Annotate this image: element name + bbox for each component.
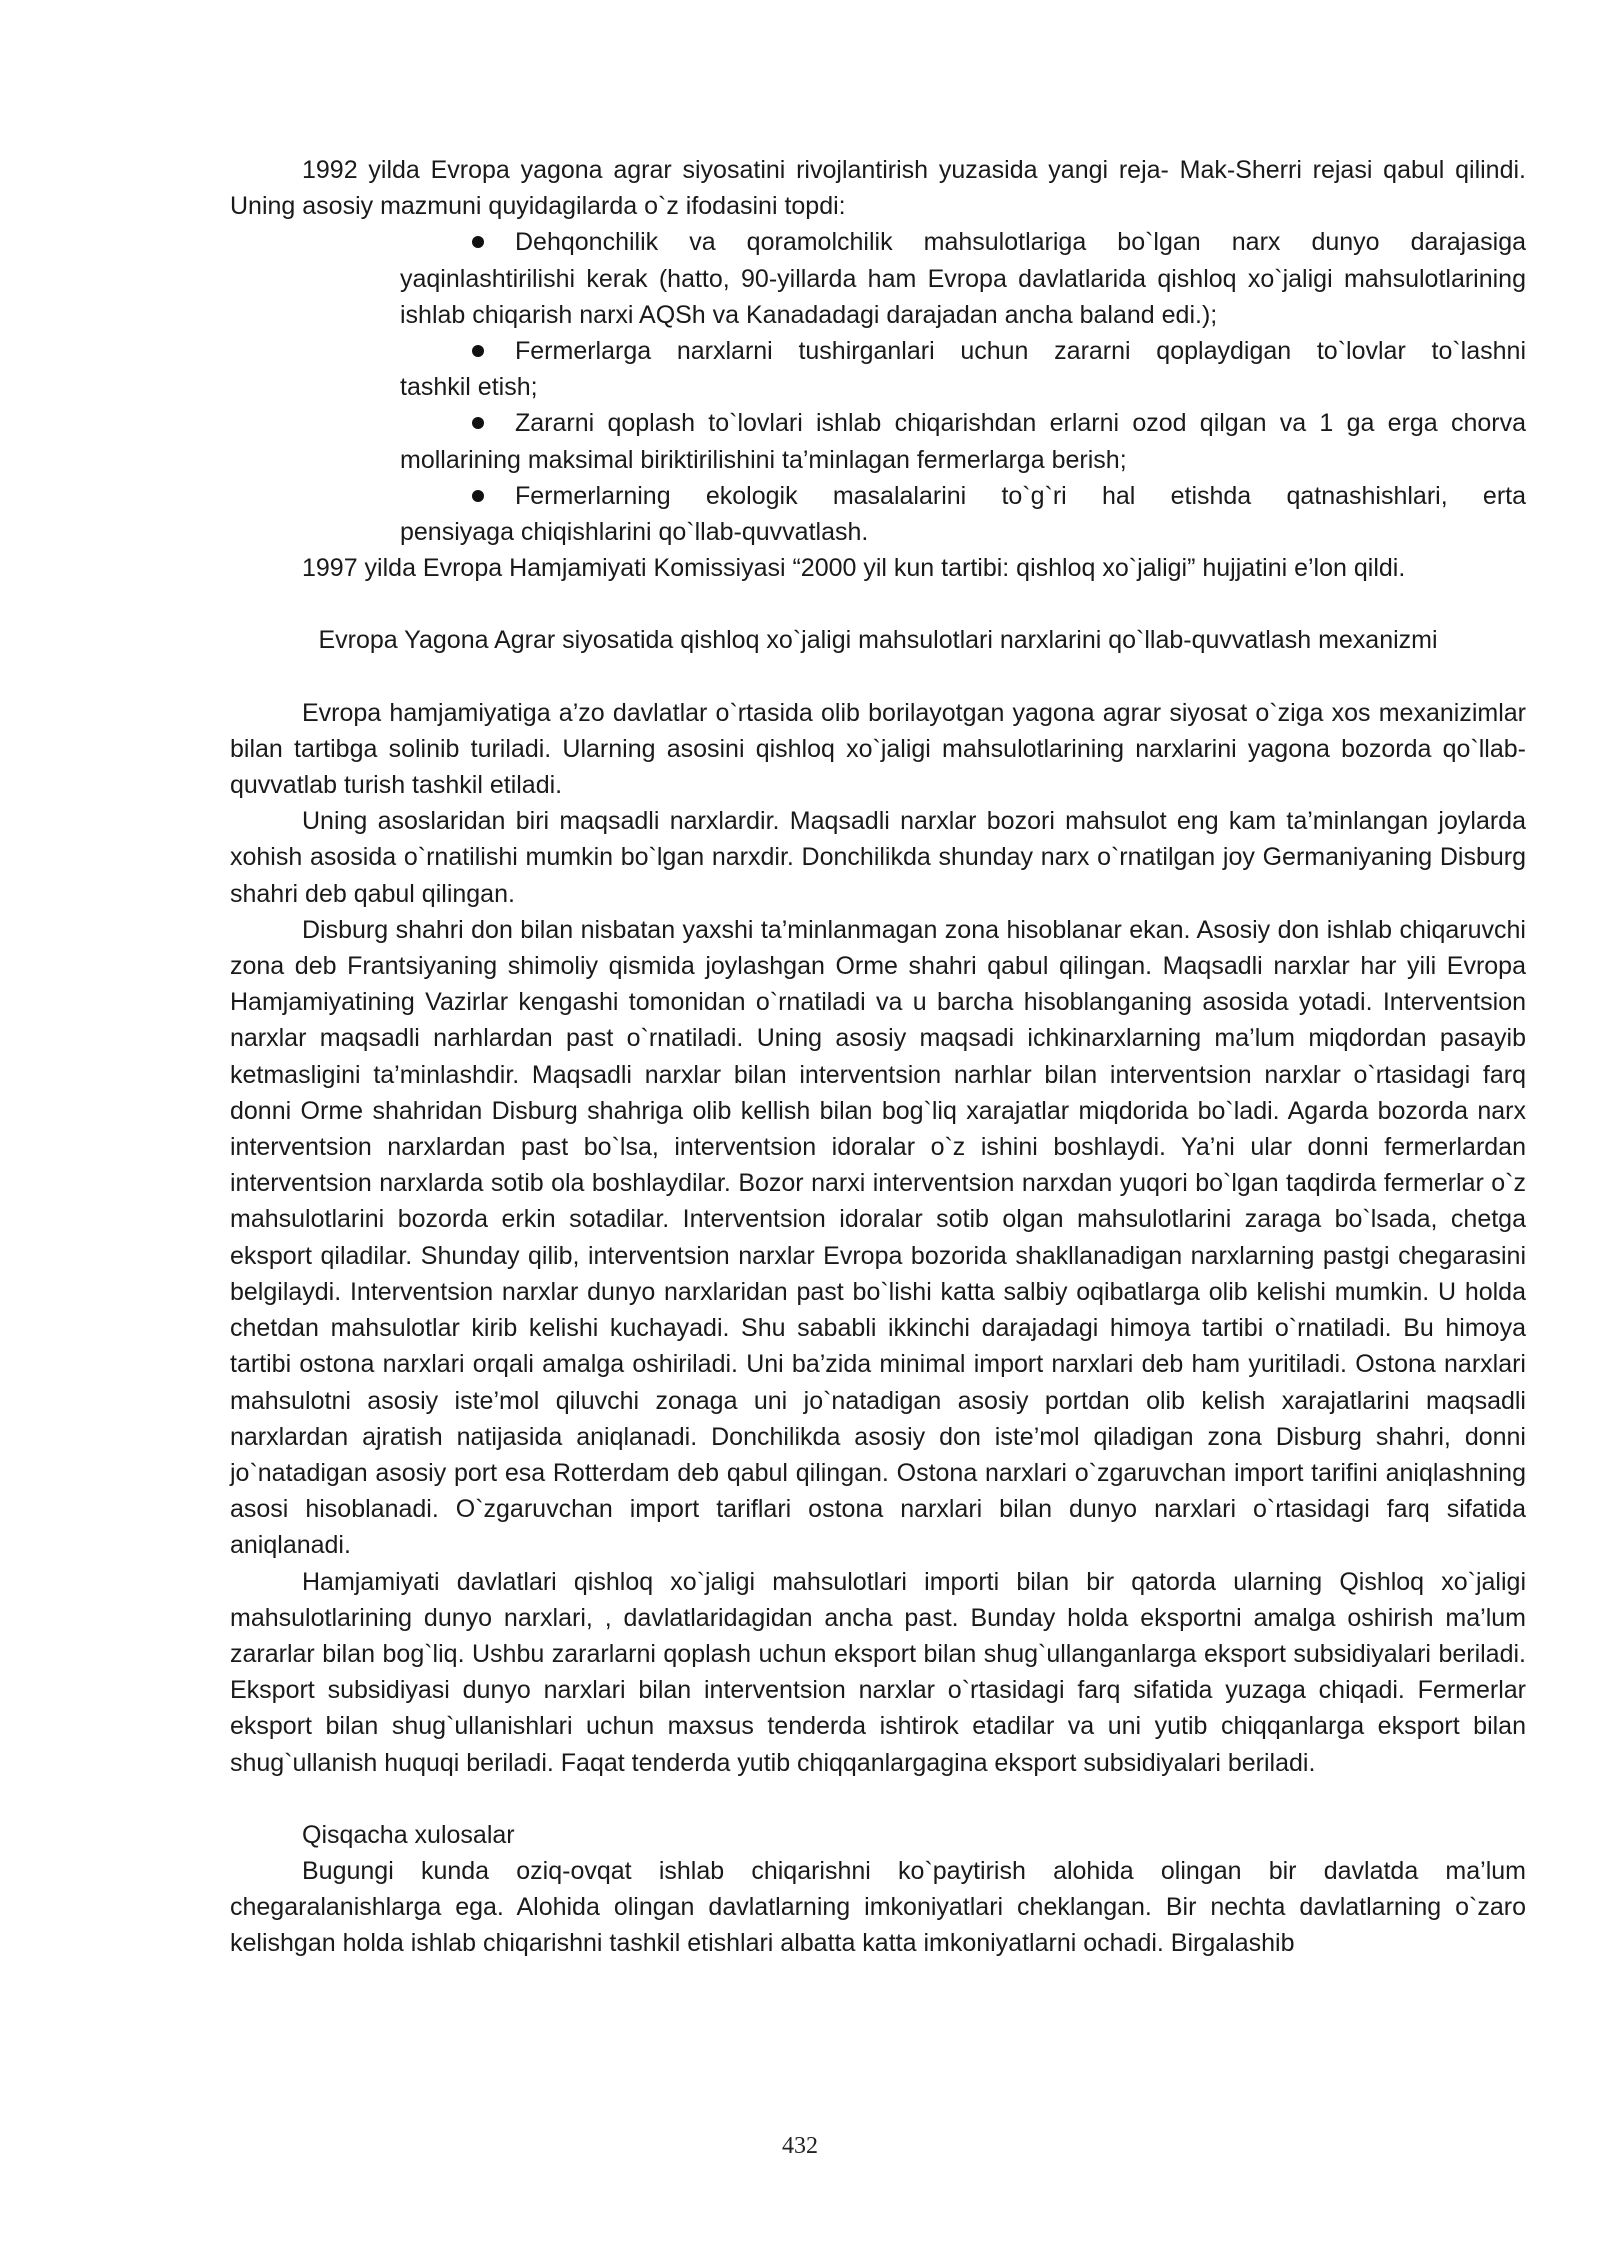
bullet-text-first: Dehqonchilik va qoramolchilik mahsulotlariga bo`lgan narx dunyo darajasiga: [515, 228, 1526, 257]
bullet-text-rest: mollarining maksimal biriktirilishini ta’minlagan fermerlarga berish;: [400, 445, 1127, 474]
paragraph-1997: 1997 yilda Evropa Hamjamiyati Komissiyasi “2000 yil kun tartibi: qishloq xo`jaligi” hujjatini e’lon qildi.: [302, 554, 1406, 583]
intro-paragraph: 1992 yilda Evropa yagona agrar siyosatini rivojlantirish yuzasida yangi reja- Mak-Sherri rejasi qabul qilindi. Uning asosiy mazmuni quyidagilarda o`z ifodasini topdi:: [230, 156, 1526, 221]
body-paragraph: Uning asoslaridan biri maqsadli narxlardir. Maqsadli narxlar bozori mahsulot eng kam ta’minlangan joylarda xohish asosida o`rnatilishi mumkin bo`lgan narxdir. Donchilikda shunday narx o`rnatilgan joy Germaniyaning Disburg shahri deb qabul qilingan.: [230, 807, 1526, 908]
section-heading: Evropa Yagona Agrar siyosatida qishloq xo`jaligi mahsulotlari narxlarini qo`llab-quvvatlash mexanizmi: [318, 626, 1438, 655]
summary-paragraph: Bugungi kunda oziq-ovqat ishlab chiqarishni ko`paytirish alohida olingan bir davlatda ma’lum chegaralanishlarga ega. Alohida olingan davlatlarning imkoniyatlari cheklangan. Bir nechta davlatlarning o`zaro kelishgan holda ishlab chiqarishni tashkil etishlari albatta katta imkoniyatlarni ochadi. Birgalashib: [230, 1856, 1526, 1958]
body-paragraph: Hamjamiyati davlatlari qishloq xo`jaligi mahsulotlari importi bilan bir qatorda ularning Qishloq xo`jaligi mahsulotlarining dunyo narxlari, , davlatlaridagidan ancha past. Bunday holda eksportni amalga oshirish ma’lum zararlar bilan bog`liq. Ushbu zararlarni qoplash uchun eksport bilan shug`ullanganlarga eksport subsidiyalari beriladi. Eksport subsidiyasi dunyo narxlari bilan interventsion narxlar o`rtasidagi farq sifatida yuzaga chiqadi. Fermerlar eksport bilan shug`ullanishlari uchun maxsus tenderda ishtirok etadilar va uni yutib chiqqanlarga eksport bilan shug`ullanish huquqi beriladi. Faqat tenderda yutib chiqqanlargagina eksport subsidiyalari beriladi.: [230, 1567, 1526, 1777]
body-paragraph: Evropa hamjamiyatiga a’zo davlatlar o`rtasida olib borilayotgan yagona agrar siyosat o`ziga xos mexanizimlar bilan tartibga solinib turiladi. Ularning asosini qishloq xo`jaligi mahsulotlarining narxlarini yagona bozorda qo`llab-quvvatlab turish tashkil etiladi.: [230, 698, 1526, 800]
bullet-text-rest: yaqinlashtirilishi kerak (hatto, 90-yillarda ham Evropa davlatlarida qishloq xo`jaligi mahsulotlarining ishlab chiqarish narxi AQSh va Kanadadagi darajadan ancha baland edi.);: [400, 264, 1526, 329]
bullet-text-first: Fermerlarga narxlarni tushirganlari uchun zararni qoplaydigan to`lovlar to`lashni: [515, 337, 1526, 366]
bullet-text-rest: pensiyaga chiqishlarini qo`llab-quvvatlash.: [400, 518, 869, 547]
page-content: [230, 152, 1526, 1962]
bullet-item: [400, 224, 1526, 333]
bullet-icon: [472, 345, 484, 357]
bullet-icon: [472, 490, 484, 502]
bullet-text-rest: tashkil etish;: [400, 373, 538, 402]
summary-heading: Qisqacha xulosalar: [302, 1820, 515, 1849]
bullet-item: [400, 478, 1526, 550]
bullet-text-first: Fermerlarning ekologik masalalarini to`g`ri hal etishda qatnashishlari, erta: [515, 481, 1526, 510]
bullet-item: [400, 333, 1526, 405]
bullet-text-first: Zararni qoplash to`lovlari ishlab chiqarishdan erlarni ozod qilgan va 1 ga erga chorva: [515, 409, 1526, 438]
bullet-list: [230, 224, 1526, 550]
page-number: 432: [782, 2133, 818, 2159]
body-paragraph: Disburg shahri don bilan nisbatan yaxshi ta’minlanmagan zona hisoblanar ekan. Asosiy don ishlab chiqaruvchi zona deb Frantsiyaning shimoliy qismida joylashgan Orme shahri qabul qilingan. Maqsadli narxlar har yili Evropa Hamjamiyatining Vazirlar kengashi tomonidan o`rnatiladi va u barcha hisoblanganing asosida yotadi. Interventsion narxlar maqsadli narhlardan past o`rnatiladi. Uning asosiy maqsadi ichkinarxlarning ma’lum miqdordan pasayib ketmasligini ta’minlashdir. Maqsadli narxlar bilan interventsion narhlar bilan interventsion narxlar o`rtasidagi farq donni Orme shahridan Disburg shahriga olib kellish bilan bog`liq xarajatlar miqdorida bo`ladi. Agarda bozorda narx interventsion narxlardan past bo`lsa, interventsion idoralar o`z ishini boshlaydi. Ya’ni ular donni fermerlardan interventsion narxlarda sotib ola boshlaydilar. Bozor narxi interventsion narxdan yuqori bo`lgan taqdirda fermerlar o`z mahsulotlarini bozorda erkin sotadilar. Interventsion idoralar sotib olgan mahsulotlarini zaraga bo`lsada, chetga eksport qiladilar. Shunday qilib, interventsion narxlar Evropa bozorida shakllanadigan narxlarning pastgi chegarasini belgilaydi. Interventsion narxlar dunyo narxlaridan past bo`lishi katta salbiy oqibatlarga olib kelishi mumkin. U holda chetdan mahsulotlar kirib kelishi kuchayadi. Shu sababli ikkinchi darajadagi himoya tartibi o`rnatiladi. Bu himoya tartibi ostona narxlari orqali amalga oshiriladi. Uni ba’zida minimal import narxlari deb ham yuritiladi. Ostona narxlari mahsulotni asosiy iste’mol qiluvchi zonaga uni jo`natadigan asosiy portdan olib kelish xarajatlarini maqsadli narxlardan ajratish natijasida aniqlanadi. Donchilikda asosiy don iste’mol qiladigan zona Disburg shahri, donni jo`natadigan asosiy port esa Rotterdam deb qabul qilingan. Ostona narxlari o`zgaruvchan import tarifini aniqlashning asosi hisoblanadi. O`zgaruvchan import tariflari ostona narxlari bilan dunyo narxlari o`rtasidagi farq sifatida aniqlanadi.: [230, 915, 1526, 1560]
bullet-item: [400, 405, 1526, 477]
